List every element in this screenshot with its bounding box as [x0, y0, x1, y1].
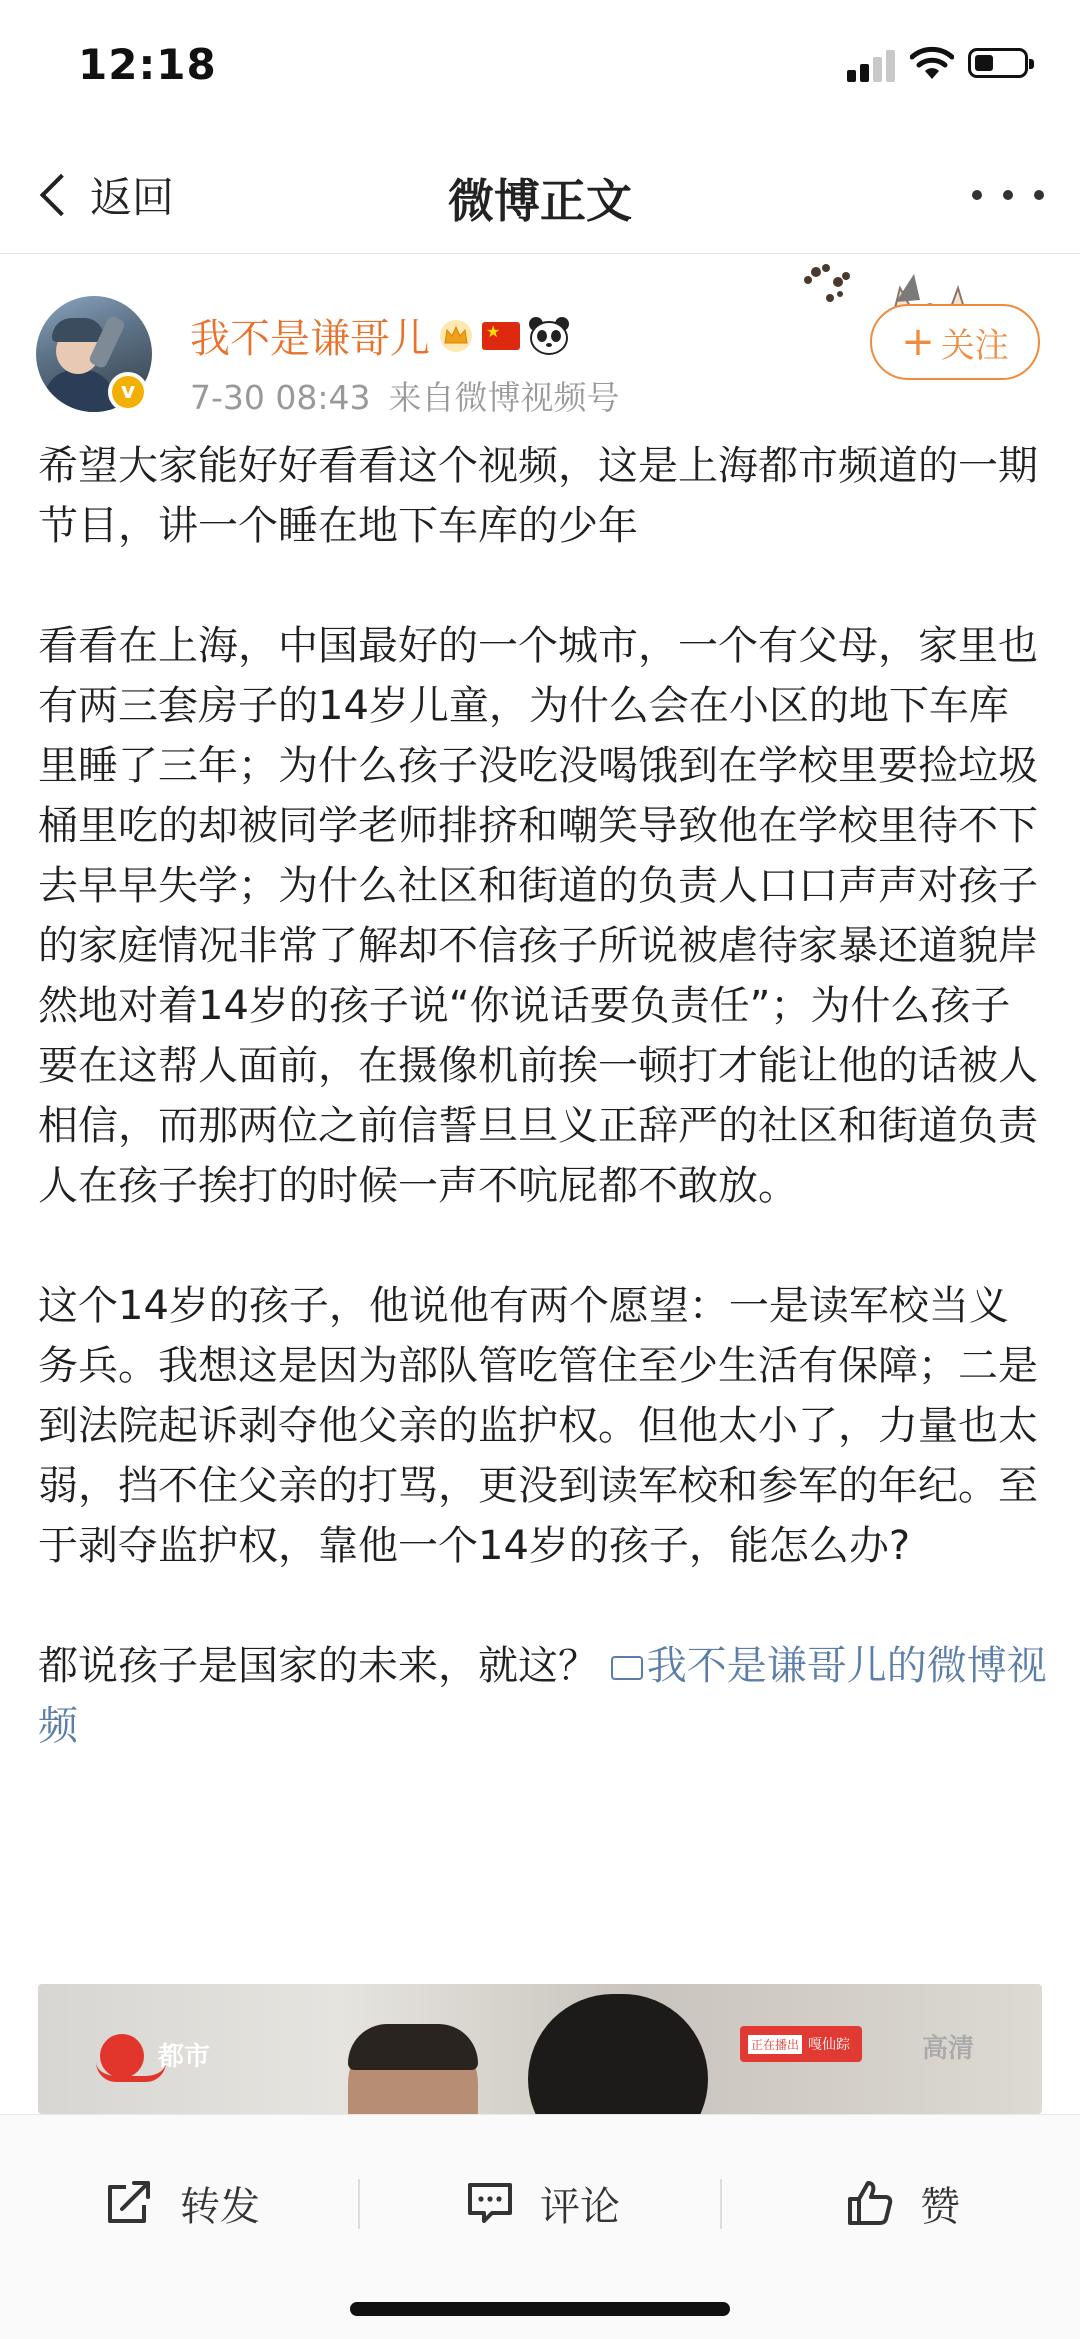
plus-icon: + — [901, 319, 935, 365]
dot-icon — [972, 190, 982, 200]
toolbar-divider — [720, 2179, 722, 2229]
post-time: 7-30 08:43 — [190, 378, 371, 417]
author-name-row[interactable] — [190, 307, 570, 364]
toolbar-divider — [358, 2179, 360, 2229]
nav-bar — [0, 135, 1080, 254]
live-badge — [740, 2026, 862, 2062]
home-indicator[interactable] — [350, 2302, 730, 2316]
post-paragraph-last — [38, 1636, 1048, 1756]
post-paragraph: 看看在上海，中国最好的一个城市，一个有父母，家里也有两三套房子的14岁儿童，为什么会在小区的地下车库里睡了三年；为什么孩子没吃没喝饿到在学校里要捡垃圾桶里吃的却被同学老师排挤和嘲笑导致他在学校里待不下去早早失学；为什么社区和街道的负责人口口声声对孩子的家庭情况非常了解却不信孩子所说被虐待家暴还道貌岸然地对着14岁的孩子说“你说话要负责任”；为什么孩子要在这帮人面前，在摄像机前挨一顿打才能让他的话被人相信，而那两位之前信誓旦旦义正辞严的社区和街道负责人在孩子挨打的时候一声不吭屁都不敢放。 — [38, 623, 1038, 1209]
verified-badge-icon: v — [108, 372, 148, 412]
panda-icon — [528, 316, 570, 356]
comment-icon — [466, 2179, 514, 2227]
back-label: 返回 — [90, 173, 175, 222]
post-paragraph: 这个14岁的孩子，他说他有两个愿望：一是读军校当义务兵。我想这是因为部队管吃管住至少生活有保障；二是到法院起诉剥夺他父亲的监护权。但他太小了，力量也太弱，挡不住父亲的打骂，更没到读军校和参军的年纪。至于剥夺监护权，靠他一个14岁的孩子，能怎么办? — [38, 1283, 1038, 1569]
live-text: 嘎仙踪 — [808, 2037, 851, 2053]
repost-button[interactable] — [104, 2155, 260, 2251]
avatar[interactable] — [36, 296, 154, 414]
video-link-label: 我不是谦哥儿的微博视频 — [38, 1643, 1047, 1749]
thumbs-up-icon — [846, 2179, 894, 2227]
post-meta — [190, 372, 620, 419]
comment-button[interactable] — [466, 2155, 620, 2251]
dot-icon — [1003, 190, 1013, 200]
repost-label: 转发 — [180, 2183, 260, 2230]
status-bar — [0, 0, 1080, 135]
video-preview[interactable] — [38, 1984, 1042, 2114]
live-tag: 正在播出 — [748, 2035, 802, 2054]
author-name: 我不是谦哥儿 — [190, 316, 430, 362]
post-closing-text: 都说孩子是国家的未来，就这？ — [38, 1643, 598, 1689]
comment-label: 评论 — [540, 2183, 620, 2230]
crown-icon — [438, 318, 474, 354]
follow-button[interactable] — [870, 304, 1040, 380]
dot-icon — [1034, 190, 1044, 200]
post-content — [38, 436, 1048, 1756]
channel-name: 都市 — [158, 2042, 211, 2072]
more-options-button[interactable] — [972, 187, 1044, 203]
post-source: 来自微博视频号 — [388, 378, 620, 417]
battery-icon — [968, 48, 1028, 78]
repost-icon — [104, 2179, 154, 2227]
status-time: 12:18 — [78, 40, 217, 89]
video-camera-icon — [611, 1656, 643, 1680]
china-flag-icon — [482, 322, 520, 350]
like-label: 赞 — [920, 2183, 960, 2230]
page-title: 微博正文 — [448, 174, 632, 228]
video-person — [348, 2024, 478, 2114]
signal-icon — [847, 48, 899, 82]
like-button[interactable] — [846, 2155, 960, 2251]
wifi-icon — [910, 44, 954, 82]
follow-label: 关注 — [940, 325, 1009, 366]
video-person — [528, 1994, 708, 2114]
quality-badge: 高清 — [922, 2034, 975, 2064]
post-paragraph: 希望大家能好好看看这个视频，这是上海都市频道的一期节目，讲一个睡在地下车库的少年 — [38, 443, 1038, 549]
